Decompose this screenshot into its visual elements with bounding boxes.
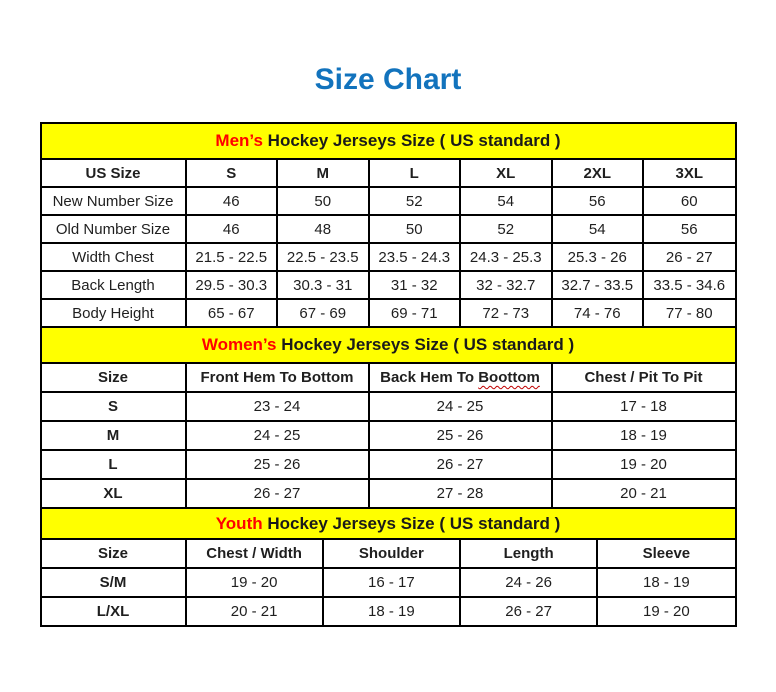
- column-header: 3XL: [643, 160, 735, 187]
- column-header: Shoulder: [323, 540, 460, 568]
- youth-size-table: [42, 540, 735, 625]
- size-cell: 19 - 20: [597, 597, 734, 625]
- size-cell: 21.5 - 22.5: [186, 243, 278, 271]
- row-label: New Number Size: [42, 187, 186, 215]
- table-row: [42, 299, 735, 326]
- youth-section-header: [42, 507, 735, 540]
- column-header-row: [42, 364, 735, 392]
- table-row: [42, 568, 735, 597]
- table-row: [42, 243, 735, 271]
- page-title: Size Chart: [314, 63, 462, 96]
- column-header: US Size: [42, 160, 186, 187]
- size-cell: 56: [552, 187, 644, 215]
- table-row: [42, 479, 735, 507]
- size-cell: 48: [277, 215, 369, 243]
- size-cell: 52: [369, 187, 461, 215]
- size-cell: 25 - 26: [369, 421, 552, 450]
- size-cell: 24 - 26: [460, 568, 597, 597]
- mens-header-rest: Hockey Jerseys Size ( US standard ): [262, 131, 561, 150]
- size-cell: 77 - 80: [643, 299, 735, 326]
- size-cell: 26 - 27: [460, 597, 597, 625]
- size-cell: 19 - 20: [552, 450, 735, 479]
- column-header: Front Hem To Bottom: [186, 364, 369, 392]
- size-cell: 26 - 27: [186, 479, 369, 507]
- table-row: [42, 450, 735, 479]
- size-cell: 54: [552, 215, 644, 243]
- size-cell: 54: [460, 187, 552, 215]
- column-header: Length: [460, 540, 597, 568]
- womens-size-table: [42, 364, 735, 507]
- column-header-row: [42, 540, 735, 568]
- size-cell: 74 - 76: [552, 299, 644, 326]
- size-cell: 20 - 21: [552, 479, 735, 507]
- size-cell: 30.3 - 31: [277, 271, 369, 299]
- table-row: [42, 271, 735, 299]
- column-header: Chest / Width: [186, 540, 323, 568]
- size-cell: 19 - 20: [186, 568, 323, 597]
- table-row: [42, 187, 735, 215]
- womens-section: [42, 326, 735, 507]
- column-header: Sleeve: [597, 540, 734, 568]
- mens-size-table: [42, 160, 735, 326]
- size-cell: 25.3 - 26: [552, 243, 644, 271]
- row-label: S/M: [42, 568, 186, 597]
- size-cell: 46: [186, 187, 278, 215]
- row-label: M: [42, 421, 186, 450]
- size-cell: 69 - 71: [369, 299, 461, 326]
- table-row: [42, 392, 735, 421]
- column-header: Size: [42, 540, 186, 568]
- row-label: XL: [42, 479, 186, 507]
- size-cell: 26 - 27: [643, 243, 735, 271]
- womens-header-rest: Hockey Jerseys Size ( US standard ): [276, 335, 575, 354]
- column-header: Size: [42, 364, 186, 392]
- womens-section-header: [42, 326, 735, 364]
- size-cell: 29.5 - 30.3: [186, 271, 278, 299]
- size-cell: 67 - 69: [277, 299, 369, 326]
- youth-section: [42, 507, 735, 625]
- size-cell: 24 - 25: [186, 421, 369, 450]
- column-header: S: [186, 160, 278, 187]
- size-cell: 46: [186, 215, 278, 243]
- column-header: XL: [460, 160, 552, 187]
- size-cell: 32 - 32.7: [460, 271, 552, 299]
- column-header-row: [42, 160, 735, 187]
- size-cell: 50: [369, 215, 461, 243]
- misspelled-word: Boottom: [478, 369, 540, 386]
- size-cell: 27 - 28: [369, 479, 552, 507]
- mens-section-header: [42, 124, 735, 160]
- size-cell: 32.7 - 33.5: [552, 271, 644, 299]
- size-cell: 23.5 - 24.3: [369, 243, 461, 271]
- size-cell: 72 - 73: [460, 299, 552, 326]
- row-label: Width Chest: [42, 243, 186, 271]
- size-cell: 50: [277, 187, 369, 215]
- mens-section: [42, 124, 735, 326]
- youth-highlight-label: Youth: [215, 514, 263, 533]
- mens-highlight-label: Men’s: [215, 131, 263, 150]
- row-label: Back Length: [42, 271, 186, 299]
- row-label: L: [42, 450, 186, 479]
- row-label: L/XL: [42, 597, 186, 625]
- size-cell: 60: [643, 187, 735, 215]
- row-label: S: [42, 392, 186, 421]
- size-cell: 20 - 21: [186, 597, 323, 625]
- size-cell: 17 - 18: [552, 392, 735, 421]
- size-cell: 24.3 - 25.3: [460, 243, 552, 271]
- size-cell: 31 - 32: [369, 271, 461, 299]
- table-row: [42, 597, 735, 625]
- column-header: M: [277, 160, 369, 187]
- column-header: L: [369, 160, 461, 187]
- womens-highlight-label: Women’s: [201, 335, 277, 354]
- size-cell: 22.5 - 23.5: [277, 243, 369, 271]
- size-cell: 25 - 26: [186, 450, 369, 479]
- column-header: Back Hem To Boottom: [369, 364, 552, 392]
- size-cell: 18 - 19: [323, 597, 460, 625]
- size-chart-tables: [40, 122, 737, 627]
- table-row: [42, 421, 735, 450]
- size-cell: 26 - 27: [369, 450, 552, 479]
- row-label: Old Number Size: [42, 215, 186, 243]
- size-cell: 33.5 - 34.6: [643, 271, 735, 299]
- column-header: 2XL: [552, 160, 644, 187]
- size-cell: 18 - 19: [552, 421, 735, 450]
- size-cell: 24 - 25: [369, 392, 552, 421]
- column-header: Chest / Pit To Pit: [552, 364, 735, 392]
- size-cell: 56: [643, 215, 735, 243]
- table-row: [42, 215, 735, 243]
- size-cell: 52: [460, 215, 552, 243]
- size-cell: 65 - 67: [186, 299, 278, 326]
- size-cell: 16 - 17: [323, 568, 460, 597]
- size-cell: 23 - 24: [186, 392, 369, 421]
- size-cell: 18 - 19: [597, 568, 734, 597]
- youth-header-rest: Hockey Jerseys Size ( US standard ): [262, 514, 561, 533]
- row-label: Body Height: [42, 299, 186, 326]
